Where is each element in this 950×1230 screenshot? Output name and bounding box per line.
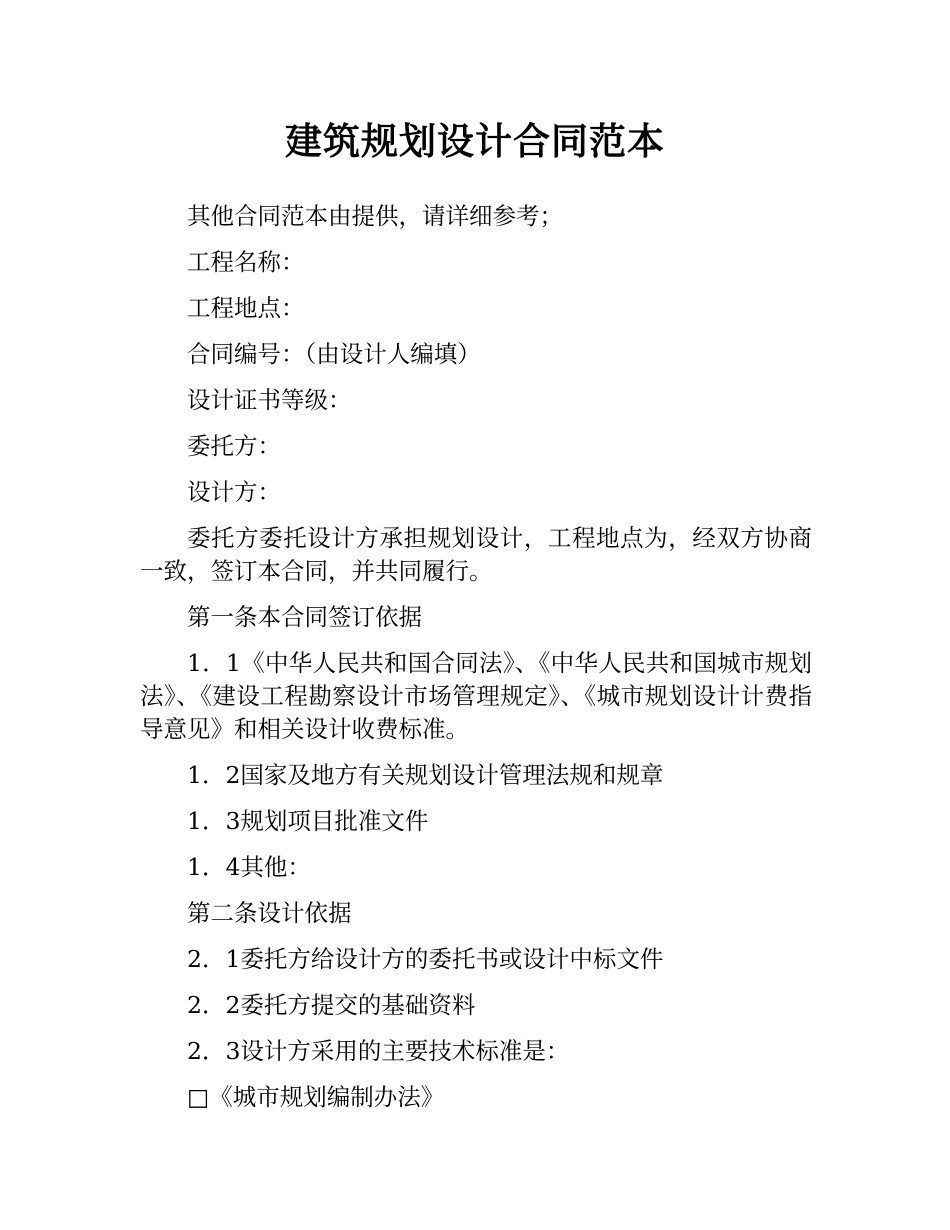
clause-1-4: 1．4其他：	[187, 853, 311, 881]
paragraph-intro: 其他合同范本由提供，请详细参考；	[187, 202, 563, 230]
clause-2-3: 2．3设计方采用的主要技术标准是：	[187, 1037, 570, 1065]
clause-1-3: 1．3规划项目批准文件	[187, 807, 429, 835]
clause-2-1: 2．1委托方给设计方的委托书或设计中标文件	[187, 945, 664, 973]
paragraph-designer: 设计方：	[187, 478, 281, 506]
document-title: 建筑规划设计合同范本	[285, 120, 665, 163]
checkbox-item-planning-method: □《城市规划编制办法》	[187, 1083, 445, 1111]
clause-2-2: 2．2委托方提交的基础资料	[187, 991, 476, 1019]
paragraph-agreement: 委托方委托设计方承担规划设计，工程地点为，经双方协商一致，签订本合同，并共同履行。	[140, 524, 812, 585]
paragraph-contract-number: 合同编号：（由设计人编填）	[187, 340, 481, 368]
paragraph-project-name: 工程名称：	[187, 248, 305, 276]
clause-1-2: 1．2国家及地方有关规划设计管理法规和规章	[187, 761, 664, 789]
paragraph-certificate-level: 设计证书等级：	[187, 386, 352, 414]
article-1-heading: 第一条本合同签订依据	[187, 603, 422, 631]
clause-1-1: 1．1《中华人民共和国合同法》、《中华人民共和国城市规划法》、《建设工程勘察设计市场管理规定》、《城市规划设计计费指导意见》和相关设计收费标准。	[140, 649, 812, 743]
document-body	[140, 200, 812, 1114]
paragraph-client: 委托方：	[187, 432, 281, 460]
article-2-heading: 第二条设计依据	[187, 899, 352, 927]
paragraph-project-location: 工程地点：	[187, 294, 305, 322]
